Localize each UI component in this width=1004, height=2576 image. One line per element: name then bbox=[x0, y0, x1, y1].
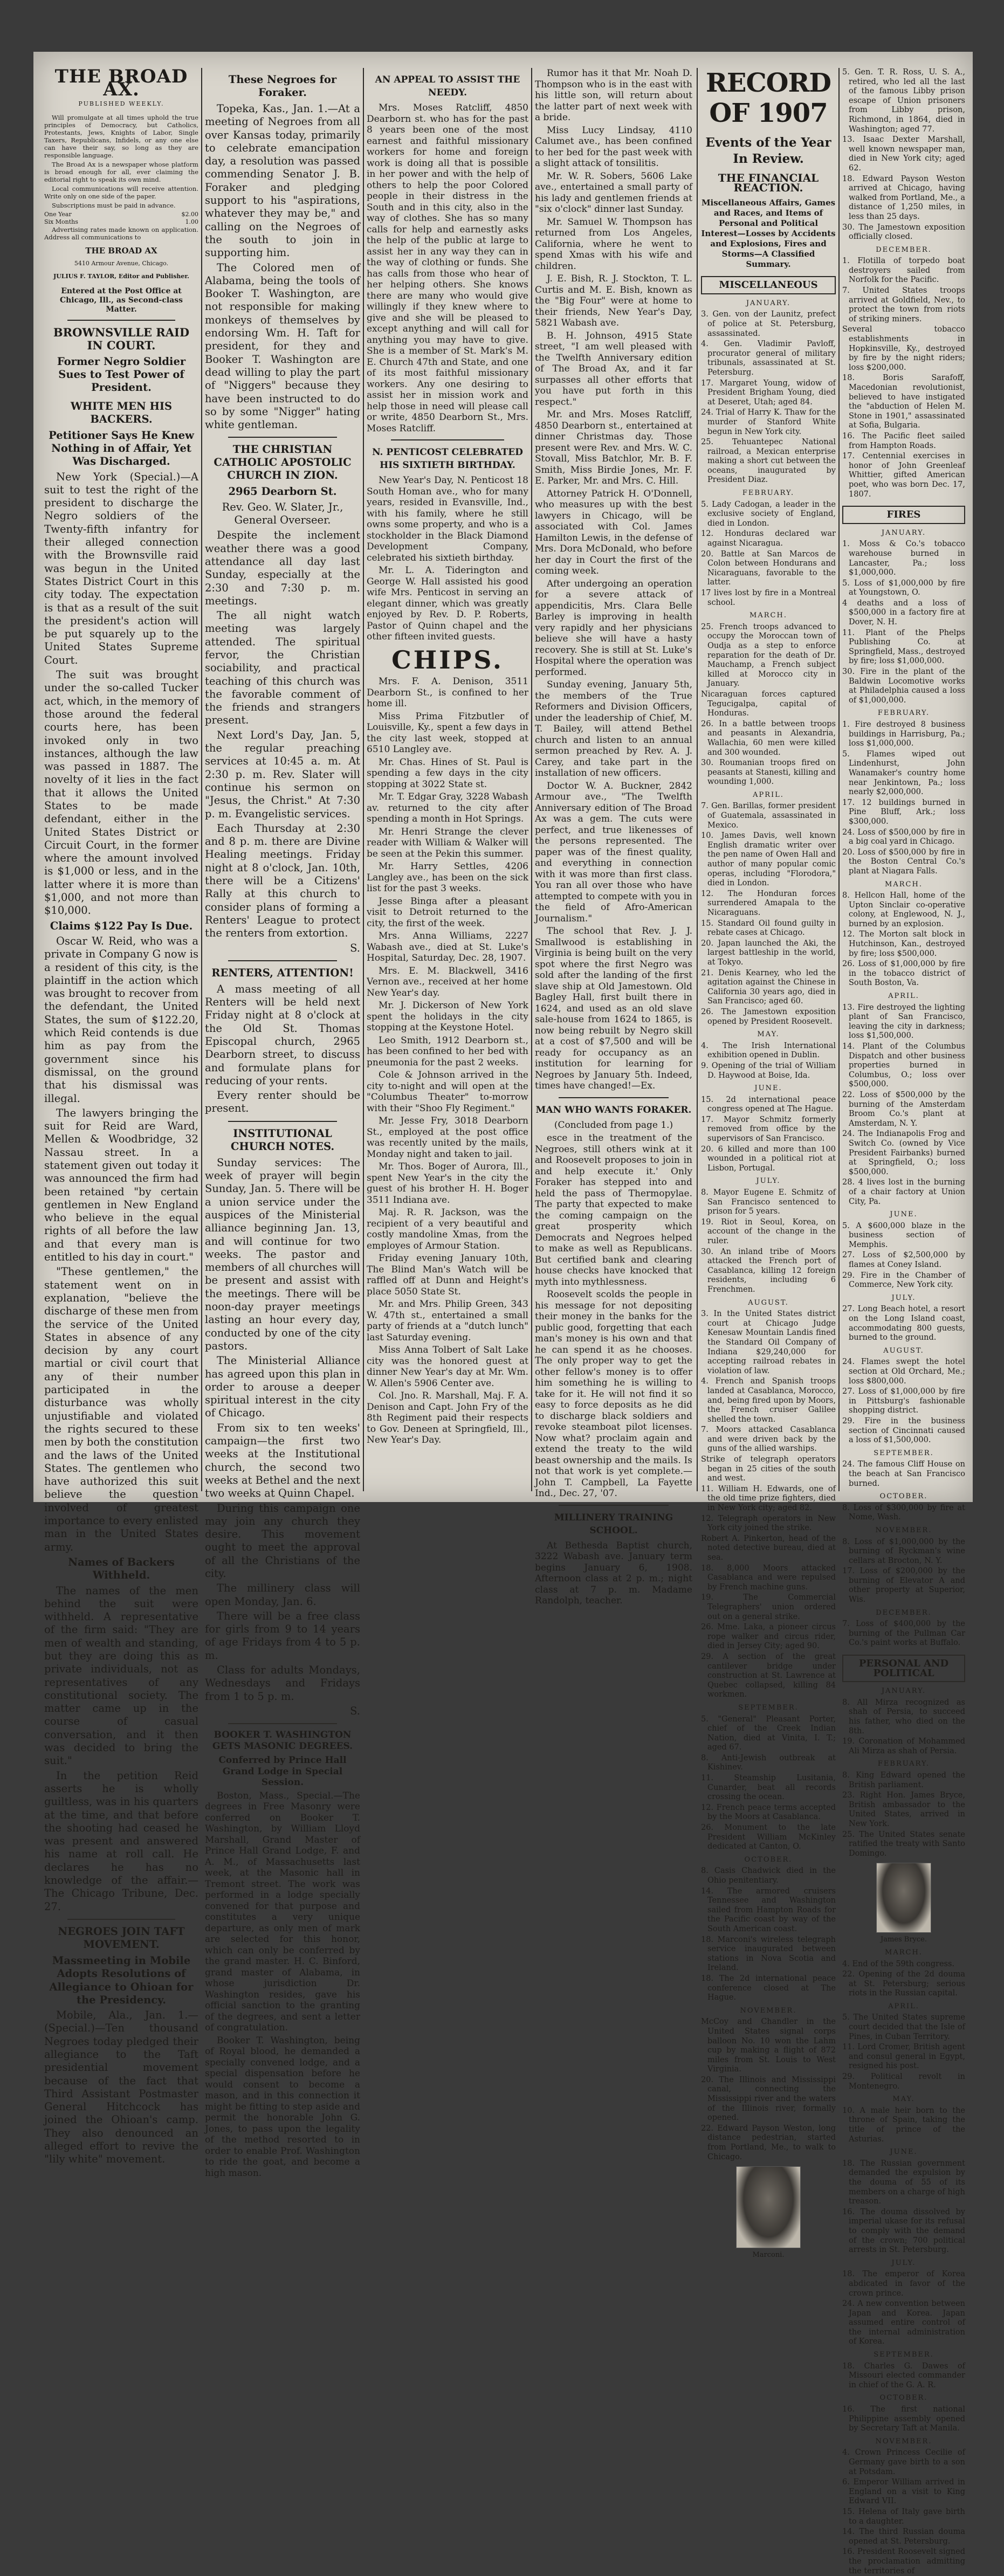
column-6 bbox=[842, 68, 965, 2575]
record-entry: 30. An inland tribe of Moors attacked the French port of Casablanca, killing 12 foreign residents, including 6 Frenchmen. bbox=[701, 1247, 836, 1294]
divider bbox=[228, 1121, 337, 1122]
record-entry: Strike of telegraph operators began in 25 cities of the south and west. bbox=[701, 1455, 836, 1483]
record-financial: THE FINANCIAL REACTION. bbox=[718, 171, 819, 194]
record-entry: 18. The Russian government demanded the expulsion by the douma of 55 of its members on a charge of high treason. bbox=[842, 2159, 965, 2206]
divider bbox=[228, 437, 337, 438]
month-label: FEBRUARY. bbox=[742, 489, 795, 498]
december-list bbox=[842, 257, 965, 499]
record-entry: 4. Gen. Vladimir Pavloff, procurator general of military tribunals, assassinated at St. Petersburg. bbox=[701, 340, 836, 377]
chips-item: Miss Anna Tolbert of Salt Lake city was the honored guest at dinner New Year's day at Mr. Wm. W. Allen's 5906 Center ave. bbox=[367, 1345, 528, 1389]
record-entry: 7. Loss of $400,000 by the burning of the Pullman Car Co.'s paint works at Buffalo. bbox=[842, 1620, 965, 1648]
article-para: New Year's Day, N. Penticost 18 South Homan ave., who for many years, resided in Evansville, Ind., with his family, where he still owns some property, and who is a stockholder in the Black Diamond Development Company, celebrated his sixtieth birthday. bbox=[367, 475, 528, 563]
record-entry: 18. 8,000 Moors attacked Casablanca and were repulsed by French machine guns. bbox=[701, 1563, 836, 1592]
record-entry: 8. King Edward opened the British parliament. bbox=[842, 1771, 965, 1789]
record-entry: 20. Battle at San Marcos de Colon between Hondurans and Nicaraguans, favorable to the latter. bbox=[701, 549, 836, 587]
subhead: Former Negro Soldier Sues to Test Power of President. bbox=[57, 355, 186, 394]
signature: S. bbox=[350, 941, 360, 954]
month-label: OCTOBER. bbox=[879, 1492, 928, 1501]
headline-penticost: N. PENTICOST CELEBRATED HIS SIXTIETH BIRTHDAY. bbox=[372, 447, 523, 471]
chips-item: Mr. Henri Strange the clever reader with William & Walker will be seen at the Pekin this summer. bbox=[367, 826, 528, 859]
marconi-caption: Marconi. bbox=[752, 2251, 785, 2260]
divider bbox=[67, 320, 175, 321]
month-label: MARCH. bbox=[749, 611, 787, 620]
record-entry: 10. A male heir born to the throne of Spain, taking the title of prince of the Asturias. bbox=[842, 2106, 965, 2144]
divider bbox=[228, 1723, 337, 1724]
record-entry: 20. The Illinois and Mississippi canal, connecting the Mississippi river and the waters of the Illinois river, formally opened. bbox=[701, 2075, 836, 2123]
chips-item: Mr. T. Edgar Gray, 3228 Wabash av. returned to the city after spending a month in Hot Springs. bbox=[367, 791, 528, 824]
article-para: The all night watch meeting was largely attended. The spiritual fervor, the Christian sociability, and practical teaching of this church was the favorable comment of the friends and strangers present. bbox=[205, 609, 360, 727]
month-label: APRIL. bbox=[888, 2002, 919, 2010]
record-entry: 25. Tehuantepec National railroad, a Mexican enterprise making a short cut between the oceans, inaugurated by President Diaz. bbox=[701, 438, 836, 485]
fires-list bbox=[842, 528, 965, 1648]
chips-item: Mr. Harry Settles, 4206 Langley ave., has been on the sick list for the past 3 weeks. bbox=[367, 861, 528, 894]
record-entry: 1. Flotilla of torpedo boat destroyers sailed from Norfolk for the Pacific. bbox=[842, 257, 965, 285]
rate-row: Six Months 1.00 bbox=[44, 218, 198, 225]
month-label: DECEMBER. bbox=[876, 245, 932, 254]
chips-item: Jesse Binga after a pleasant visit to Detroit returned to the city, the first of the week. bbox=[367, 896, 528, 929]
article-para: Booker T. Washington, being of Royal blood, he demanded a specially convened lodge, and a special dispensation before he would consent to become a mason, and in this connection it might be fitting to step aside and permit the honorable John G. Jones, to pass upon the legality of the method resorted to in order to enable Prof. Washington to ride the goat, and become a high mason. bbox=[205, 2035, 360, 2179]
local-item: Mr. Samuel W. Thompson has returned from Los Angeles, California, where he went to spend Xmas with his wife and children. bbox=[535, 216, 692, 272]
record-entry: 18. The 2d international peace conference closed at The Hague. bbox=[701, 1974, 836, 2002]
record-entry: 5. Gen. T. R. Ross, U. S. A., retired, who led all the last of the famous Libby prison escape of Union prisoners from Libby prison, Richmond, in 1864, died in Washington; aged 77. bbox=[842, 68, 965, 134]
chips-item: Cole & Johnson arrived in the city to-night and will open at the "Columbus Theater" to-morrow with their "Shoo Fly Regiment." bbox=[367, 1070, 528, 1114]
local-item: B. H. Johnson, 4915 State street, "I am well pleased with the Twelfth Anniversary edition of The Broad Ax, and it far surpasses all other efforts that you have put forth in this respect." bbox=[535, 330, 692, 408]
record-entry: 5. "General" Pleasant Porter, chief of the Creek Indian Nation, died at Vinita, I. T.; aged 67. bbox=[701, 1714, 836, 1752]
record-entry: 18. Boris Sarafoff, Macedonian revolutionist, believed to have instigated the "abduction of Helen M. Stone in 1901," assassinated at Sofia, Bulgaria. bbox=[842, 374, 965, 430]
record-entry: 12. French peace terms accepted by the Moors at Casablanca. bbox=[701, 1803, 836, 1822]
record-entry: 13. Isaac Dexter Marshall, well known newspaper man, died in New York city; aged 62. bbox=[842, 135, 965, 173]
headline-brownsville: BROWNSVILLE RAID IN COURT. bbox=[53, 325, 190, 352]
record-entry: 26. In a battle between troops and peasants in Alexandria, Wallachia, 60 men were killed and 300 wounded. bbox=[701, 719, 836, 757]
headline-foraker: These Negroes for Foraker. bbox=[228, 73, 337, 99]
month-label: AUGUST. bbox=[883, 1346, 924, 1355]
subhead: Names of Backers Withheld. bbox=[68, 1555, 175, 1582]
record-entry: 26. The Jamestown exposition opened by President Roosevelt. bbox=[701, 1007, 836, 1026]
divider bbox=[391, 439, 504, 440]
record-entry: 7. Gen. Barillas, former president of Guatemala, assassinated in Mexico. bbox=[701, 802, 836, 830]
chips-item: Mrs. Anna Williams, 2227 Wabash ave., died at St. Luke's Hospital, Saturday, Dec. 28, 1907. bbox=[367, 931, 528, 963]
subhead: Claims $122 Pay Is Due. bbox=[50, 919, 193, 932]
article-para: Boston, Mass., Special.—The degrees in Free Masonry were conferred on Booker T. Washington, by William Lloyd Marshall, Grand Master of Prince Hall Grand Lodge, F. and A. M., of Massachusetts last week, at the Masonic hall in Tremont street. The work was performed in a lodge specially convened for that purpose and constitutes a very unique departure, as only men of mark are selected for this honor, which can only be conferred by the grand master. H. C. Binford, grand master of Alabama, in whose jurisdiction Dr. Washington resides, gave his official sanction to the granting of the degrees, and sent a letter of congratulation. bbox=[205, 1790, 360, 2034]
record-entry: 17. 12 buildings burned in Pine Bluff, Ark.; loss $300,000. bbox=[842, 798, 965, 826]
masthead-weekly: PUBLISHED WEEKLY. bbox=[78, 100, 164, 107]
month-label: JANUARY. bbox=[881, 528, 926, 537]
chips-item: Mr. and Mrs. Philip Green, 343 W. 47th st., entertained a small party of friends at a "dutch lunch" last Saturday evening. bbox=[367, 1299, 528, 1343]
record-entry: 8. Hellcon Hall, home of the Upton Sinclair co-operative colony, at Englewood, N. J., burned by an explosion. bbox=[842, 891, 965, 928]
article-para: The Ministerial Alliance has agreed upon this plan in order to arouse a deeper spiritual interest in the city of Chicago. bbox=[205, 1354, 360, 1420]
masthead-address: 5410 Armour Avenue, Chicago. bbox=[74, 260, 169, 267]
church-overseer: Rev. Geo. W. Slater, Jr., General Overseer. bbox=[222, 500, 343, 527]
divider bbox=[559, 1505, 669, 1506]
record-entry: 15. Standard Oil found guilty in rebate cases at Chicago. bbox=[701, 919, 836, 938]
record-entry: 24. Trial of Harry K. Thaw for the murder of Stanford White begun in New York city. bbox=[701, 408, 836, 436]
personal-political-more-list bbox=[842, 1948, 965, 2576]
chips-item: Mrs. E. M. Blackwell, 3416 Vernon ave., received at her home New Year's day. bbox=[367, 965, 528, 998]
record-entry: 20. Japan launched the Aki, the largest battleship in the world, at Tokyo. bbox=[701, 939, 836, 967]
chips-item: Miss Prima Fitzbutler of Louisville, Ky., spent a few days in the city last week, stopped at 6510 Langley ave. bbox=[367, 711, 528, 755]
record-entry: 18. The emperor of Korea abdicated in favor of the crown prince. bbox=[842, 2270, 965, 2298]
chips-item: Maj. R. R. Jackson, was the recipient of a very beautiful and costly mandoline Xmas, from the employes of Armour Station. bbox=[367, 1207, 528, 1251]
month-label: MAY. bbox=[892, 2095, 915, 2104]
record-entry: 12. The Honduran forces surrendered Amapala to the Nicaraguans. bbox=[701, 889, 836, 917]
month-label: JUNE. bbox=[890, 1210, 918, 1219]
record-entry: 11. Plant of the Phelps Publishing Co. at Springfield, Mass., destroyed by fire; loss $1,000,000. bbox=[842, 628, 965, 666]
divider bbox=[67, 1919, 175, 1920]
masthead-advertising: Advertising rates made known on application. Address all communications to bbox=[44, 225, 198, 241]
article-para: The lawyers bringing the suit for Reid are Ward, Mellen & Woodbridge, 32 Nassau street. In a statement given out today it was announced the firm had been retained "by certain gentlemen in New England who believe in the equal rights of all before the law and that every man is entitled to his day in court." bbox=[44, 1106, 198, 1264]
record-entry: McCoy and Chandler in the United States signal corps balloon No. 10 won the Lahm cup by making a flight of 872 miles from St. Louis to West Virginia. bbox=[701, 2017, 836, 2074]
record-entry: 12. Honduras declared war against Nicaragua. bbox=[701, 529, 836, 548]
local-item: After undergoing an operation for a severe attack of appendicitis, Mrs. Clara Belle Barley is improving in health very rapidly and her physicians believe she will have a hasty recovery. She is still at St. Luke's Hospital where the operation was performed. bbox=[535, 578, 693, 678]
record-entry: 16. President Roosevelt signed the proclamation admitting the territories of bbox=[842, 2547, 965, 2575]
subhead: Petitioner Says He Knew Nothing in of Affair, Yet Was Discharged. bbox=[49, 429, 194, 468]
column-5 bbox=[701, 68, 836, 2260]
month-label: JULY. bbox=[891, 1293, 916, 1302]
record-entry: 4. French and Spanish troops landed at Casablanca, Morocco, and, being fired upon by Moors, the French cruiser Galilee shelled the town. bbox=[701, 1377, 836, 1424]
bryce-portrait bbox=[876, 1863, 931, 1933]
record-entry: 14. The third Russian douma opened at St. Petersburg. bbox=[842, 2527, 965, 2546]
divider bbox=[228, 960, 337, 961]
record-entry: 19. Riot in Seoul, Korea, on account of the change in the ruler. bbox=[701, 1217, 836, 1245]
masthead-name: THE BROAD AX bbox=[85, 245, 157, 256]
article-para: The names of the men behind the suit were withheld. A representative of the firm said: "They are men of wealth and standing, but they are doing this as private individuals, not as representatives of any constitutional society. The matter came up in the course of casual conversation, and it then was decided to bring the suit." bbox=[44, 1584, 198, 1767]
record-entry: 22. Opening of the 2d douma at St. Petersburg; serious riots in the Russian capital. bbox=[842, 1970, 965, 1998]
masthead-about-para: Subscriptions must be paid in advance. bbox=[52, 201, 176, 209]
record-entry: 8. Loss of $300,000 by fire at Nome, Wash. bbox=[842, 1503, 965, 1522]
chips-item: Mrs. F. A. Denison, 3511 Dearborn St., is confined to her home ill. bbox=[367, 676, 528, 709]
record-entry: 8. All Mirza recognized as shah of Persia, to succeed his father, who died on the 8th. bbox=[842, 1698, 965, 1735]
month-label: APRIL. bbox=[753, 790, 784, 799]
record-intro: Miscellaneous Affairs, Games and Races, and Items of Personal and Political Interest—Losses by Accidents and Explosions, Fires and Storms—A Classified Summary. bbox=[701, 198, 836, 270]
record-entry: 4 deaths and a loss of $500,000 in a factory fire at Dover, N. H. bbox=[842, 598, 965, 627]
column-2 bbox=[205, 68, 360, 2179]
newspaper-page bbox=[33, 52, 973, 2575]
local-item: Mr. W. R. Sobers, 5606 Lake ave., entertained a small party of his lady and gentlemen friends at "six o'clock" dinner last Sunday. bbox=[535, 170, 692, 215]
subhead: WHITE MEN HIS BACKERS. bbox=[70, 400, 173, 425]
record-entry: 26. Monument to the late President William McKinley dedicated at Canton, O. bbox=[701, 1823, 836, 1851]
section-fires: FIRES bbox=[842, 506, 965, 524]
local-item: Rumor has it that Mr. Noah D. Thompson who is in the east with his little son, will return about the latter part of next week with a bride. bbox=[535, 68, 692, 123]
month-label: MARCH. bbox=[885, 1948, 923, 1957]
record-entry: 18. Marconi's wireless telegraph service inaugurated between stations in Nova Scotia and Ireland. bbox=[701, 1935, 836, 1973]
record-entry: 26. Loss of $1,000,000 by fire in the tobacco district of South Boston, Va. bbox=[842, 960, 965, 988]
record-entry: 25. The United States senate ratified the treaty with Santo Domingo. bbox=[842, 1830, 965, 1858]
month-label: OCTOBER. bbox=[744, 1855, 793, 1864]
record-entry: 21. Denis Kearney, who led the agitation against the Chinese in California 30 years ago, died in San Francisco; aged 60. bbox=[701, 968, 836, 1006]
record-entry: 16. The douma dissolved by imperial ukase for its refusal to comply with the demand of the crown; 700 political arrests in St. Petersburg. bbox=[842, 2207, 965, 2255]
record-entry: 6. Emperor William arrived in England on a visit to King Edward VII. bbox=[842, 2478, 965, 2506]
headline-catholic: THE CHRISTIAN CATHOLIC APOSTOLIC CHURCH IN ZION. bbox=[214, 443, 352, 482]
record-entry: 17. Loss of $200,000 by the burning of Elevator A and other property at Superior, Wis. bbox=[842, 1567, 965, 1604]
signature: S. bbox=[350, 1704, 360, 1717]
column-rule bbox=[838, 68, 840, 1491]
month-label: SEPTEMBER. bbox=[738, 1703, 799, 1712]
record-entry: 19. The Commercial Telegraphers' union ordered out on a general strike. bbox=[701, 1593, 836, 1621]
divider bbox=[559, 1097, 669, 1098]
masthead-editor: JULIUS F. TAYLOR, Editor and Publisher. bbox=[53, 273, 189, 280]
record-entry: 12. The Morton salt block in Hutchinson, Kan., destroyed by fire; loss $500,000. bbox=[842, 930, 965, 958]
article-para: Sunday services: The week of prayer will begin Sunday, Jan. 5. There will be a union service under the auspices of the Ministerial alliance beginning Jan. 13, and will continue for two weeks. The pastor and members of all churches will be present and assist with the meetings. There will be noon-day prayer meetings lasting an hour every day, conducted by one of the city pastors. bbox=[205, 1156, 360, 1352]
record-entry: 22. Loss of $500,000 by the burning of the Amsterdam Broom Co.'s plant at Amsterdam, N. Y. bbox=[842, 1090, 965, 1128]
chips-list bbox=[367, 676, 528, 1446]
chips-item: Friday evening January 10th, The Blind Man's Watch will be raffled off at Dunn and Height's place 5050 State St. bbox=[367, 1253, 528, 1297]
headline-renters: RENTERS, ATTENTION! bbox=[211, 966, 354, 979]
record-entry: 23. Right Hon. James Bryce, British ambassador to the United States, arrived in New York. bbox=[842, 1791, 965, 1828]
month-label: JULY. bbox=[891, 2258, 916, 2267]
month-label: APRIL. bbox=[888, 992, 919, 1001]
month-label: NOVEMBER. bbox=[740, 2006, 797, 2015]
article-para: Next Lord's Day, Jan. 5, the regular preaching services at 10:45 a. m. At 2:30 p. m. Rev. Slater will continue his sermon on "Jesus, the Christ." At 7:30 p. m. Evangelistic services. bbox=[205, 728, 360, 820]
record-entry: 4. The Irish International exhibition opened in Dublin. bbox=[701, 1041, 836, 1060]
record-entry: 29. Fire in the business section of Cincinnati caused a loss of $1,500,000. bbox=[842, 1416, 965, 1445]
headline-millinery: MILLINERY TRAINING SCHOOL. bbox=[554, 1512, 673, 1536]
local-item: Miss Lucy Lindsay, 4110 Calumet ave., has been confined to her bed for the past week with a slight attack of tonsilitis. bbox=[535, 125, 692, 169]
record-entry: 5. A $600,000 blaze in the business section of Memphis. bbox=[842, 1221, 965, 1249]
record-entry: 17. Centennial exercises in honor of John Greenleaf Whittier, gifted American poet, who was born Dec. 17, 1807. bbox=[842, 452, 965, 499]
column-rule bbox=[697, 68, 698, 1491]
record-entry: 16. The first national Philippine assembly opened by Secretary Taft at Manila. bbox=[842, 2405, 965, 2433]
column-rule bbox=[531, 68, 532, 1491]
subhead: Massmeeting in Mobile Adopts Resolutions of Allegiance to Ohioan for the Presidency. bbox=[49, 1954, 194, 2006]
record-events: Events of the Year In Review. bbox=[705, 135, 831, 166]
article-para: From six to ten weeks' campaign—the first two weeks at the Institutional church, the second two weeks at Bethel and the next two weeks at Quinn Chapel. bbox=[205, 1421, 360, 1500]
local-item: J. E. Bish, R. J. Stockton, T. L. Curtis and M. E. Bish, known as the "Big Four" were at home to their friends, New Year's Day, 5821 Wabash ave. bbox=[535, 273, 692, 328]
record-entry: Nicaraguan forces captured Tegucigalpa, capital of Honduras. bbox=[701, 690, 836, 718]
record-entry: 13. Fire destroyed the lighting plant of San Francisco, leaving the city in darkness; loss $1,500,000. bbox=[842, 1003, 965, 1041]
month-label: MAY. bbox=[757, 1030, 780, 1039]
record-entry: 29. Fire in the Chamber of Commerce, New York city. bbox=[842, 1271, 965, 1290]
month-label: FEBRUARY. bbox=[877, 1760, 930, 1768]
masthead-about bbox=[44, 114, 198, 241]
record-entry: 14. The armored cruisers Tennessee and Washington sailed from Hampton Roads for the Pacific coast by way of the South American coast. bbox=[701, 1886, 836, 1933]
masthead-about-para: The Broad Ax is a newspaper whose platform is broad enough for all, ever claiming the editorial right to speak its own mind. bbox=[44, 160, 198, 183]
local-item: Mr. and Mrs. Moses Ratcliff, 4850 Dearborn st., entertained at dinner Christmas day. Those present were Rev. and Mrs. W. C. Stovall, Miss Batchlor, Mr. B. F. Smith, Miss Birdie Jones, Mr. F. E. Parker, Mr. and Mrs. C. Hill. bbox=[535, 409, 692, 486]
record-entry: 8. Anti-Jewish outbreak at Kishinev. bbox=[701, 1753, 836, 1772]
record-entry: 17. Margaret Young, widow of President Brigham Young, died at Deseret, Utah; aged 84. bbox=[701, 378, 836, 407]
record-entry: 30. Roumanian troops fired on peasants at Stanesti, killing and wounding 1,000. bbox=[701, 759, 836, 787]
headline-chips: CHIPS. bbox=[391, 645, 504, 674]
month-label: SEPTEMBER. bbox=[874, 1449, 934, 1457]
article-para: Each Thursday at 2:30 and 8 p. m. there are Divine Healing meetings. Friday night at 8 o'clock, Jan. 10th, there will be a Citizens' Rally at this church to consider plans of forming a Renters' League to protect the renters from extortion. bbox=[205, 822, 360, 940]
month-label: JUNE. bbox=[890, 2148, 918, 2157]
local-item: Doctor W. A. Buckner, 2842 Armour ave., "The Twelfth Anniversary edition of The Broad Ax was a gem. The cuts were perfect, and true likenesses of the persons represented. The paper was of the finest quality, and everything in connection with it was more than first class. You ran all over those who have attempted to compete with you in the field of Afro-American Journalism." bbox=[535, 780, 692, 924]
record-entry: 3. Gen. von der Launitz, prefect of police at St. Petersburg, assassinated. bbox=[701, 310, 836, 338]
masthead-title: THE BROAD AX. bbox=[54, 66, 188, 101]
month-label: JUNE. bbox=[754, 1084, 782, 1093]
column-rule bbox=[363, 68, 364, 1491]
record-entry: 17. Mayor Schmitz formerly removed from office by the supervisors of San Francisco. bbox=[701, 1115, 836, 1144]
chips-item: Mr. Chas. Hines of St. Paul is spending a few days in the city stopping at 3022 State st. bbox=[367, 756, 528, 790]
column-4 bbox=[535, 68, 693, 1606]
chips-item: Mr. J. Dickerson of New York spent the holidays in the city stopping at the Keystone Hotel. bbox=[367, 1000, 528, 1033]
record-entry: 11. Lord Cromer, British agent and consul general in Egypt, resigned his post. bbox=[842, 2043, 965, 2071]
record-entry: 7. United States troops arrived at Goldfield, Nev., to protect the town from riots of striking miners. bbox=[842, 286, 965, 323]
month-label: OCTOBER. bbox=[879, 2394, 928, 2402]
church-address: 2965 Dearborn St. bbox=[228, 485, 337, 498]
record-entry: 5. The United States supreme court decided that the Isle of Pines, in Cuban Territory. bbox=[842, 2013, 965, 2041]
local-items-list bbox=[535, 68, 692, 1092]
personal-political-list bbox=[842, 1686, 965, 1858]
article-para: Mrs. Moses Ratcliff, 4850 Dearborn st. who has for the past 8 years been one of the most earnest and faithful missionary workers for home and foreign work is doing all that is possible in her power and with the help of others to help the poor Colored people in their distress in the South and in this city, also in the way of clothes. She has so many calls for help and earnestly asks the help of the public at large to assist her in any way they can in the way of clothing or funds. She has calls from those who hear of her helping others. She knows there are many who would give willingly if they knew where to give and she will be pleased to except anything and will call for anything you may have to give. She is a member of St. Mark's M. E. Church 47th and State, and one of its most faithful missionary workers. Any one desiring to assist her in mission work and help those in need will please call or write, 4850 Dearborn St., Mrs. Moses Ratcliff. bbox=[367, 102, 528, 434]
record-entry: 5. Flames wiped out Lindenhurst, John Wanamaker's country home near Jenkintown, Pa.; loss nearly $2,000,000. bbox=[842, 749, 965, 797]
record-entry: 28. 4 lives lost in the burning of a chair factory at Union City, Pa. bbox=[842, 1178, 965, 1206]
record-title: RECORD OF 1907 bbox=[705, 68, 831, 128]
record-entry: 29. A section of the great cantilever bridge under construction at St. Lawrence at Quebec collapsed, killing 84 workmen. bbox=[701, 1652, 836, 1699]
masthead-about-para: Will promulgate at all times uphold the true principles of Democracy, but Catholics, Protestants, Jews, Knights of Labor, Single Taxers, Republicans, Infidels, or any one else can have their say, so long as they are responsible language. bbox=[44, 113, 198, 159]
column-rule bbox=[201, 68, 202, 1491]
month-label: AUGUST. bbox=[748, 1298, 789, 1307]
subscription-rates bbox=[44, 211, 198, 226]
record-entry: 5. Loss of $1,000,000 by fire at Youngstown, O. bbox=[842, 578, 965, 597]
month-label: DECEMBER. bbox=[876, 1608, 932, 1617]
chips-item: Mr. Thos. Boger of Aurora, Ill., spent New Year's in the city the guest of his brother H. H. Boger 3511 Indiana ave. bbox=[367, 1161, 528, 1206]
record-entry: 30. Fire in the plant of the Baldwin Locomotive works at Philadelphia caused a loss of $1,000,000. bbox=[842, 667, 965, 705]
section-personal-political: PERSONAL AND POLITICAL bbox=[842, 1655, 965, 1682]
article-para: Despite the inclement weather there was a good attendance all day last Sunday, especially at the 2:30 and 7:30 p. m. meetings. bbox=[205, 529, 360, 607]
masthead-entered: Entered at the Post Office at Chicago, Ill., as Second-class Matter. bbox=[59, 286, 183, 314]
record-entry: 26. Mme. Laka, a pioneer circus rope walker and circus rider, died in Jersey City; aged 90. bbox=[701, 1623, 836, 1651]
record-entry: 5. Lady Cadogan, a leader in the exclusive society of England, died in London. bbox=[701, 500, 836, 528]
record-entry: 20. Loss of $500,000 by fire in the Boston Central Co.'s plant at Niagara Falls. bbox=[842, 848, 965, 876]
local-item: Attorney Patrick H. O'Donnell, who measures up with the best lawyers in Chicago, will be associated with Col. James Hamilton Lewis, in the defense of Mrs. Dora McDonald, who before her day in Court the first of the coming week. bbox=[535, 488, 692, 576]
record-entry: 17 lives lost by fire in a Montreal school. bbox=[701, 589, 836, 607]
record-entry: 24. Loss of $500,000 by fire in a big coal yard in Chicago. bbox=[842, 828, 965, 846]
chips-item: Mr. Jesse Fry, 3018 Dearborn St., employed at the post office was recently united by the mails, Monday night and taken to jail. bbox=[367, 1115, 528, 1160]
record-entry: 24. The Indianapolis Frog and Switch Co. (owned by Vice President Fairbanks) burned at Springfield, O.; loss $500,000. bbox=[842, 1129, 965, 1176]
record-entry: 24. A new convention between Japan and Korea. Japan assumed entire control of the internal administration of Korea. bbox=[842, 2299, 965, 2346]
article-para: Mr. L. A. Tiderington and George W. Hall assisted his good wife Mrs. Penticost in serving an elegant dinner, which was greatly enjoyed by Rev. D. P. Roberts, Pastor of Quinn chapel and the other fifteen invited guests. bbox=[367, 565, 528, 642]
record-entry: 9. Opening of the trial of William D. Haywood at Boise, Ida. bbox=[701, 1061, 836, 1080]
local-item: Sunday evening, January 5th, the members of the True Reformers and Division Officers, under the leadership of Chief, M. T. Bailey, will attend Bethel church and listen to an annual sermon preached by Rev. A. J. Carey, and take part in the installation of new officers. bbox=[535, 679, 692, 779]
record-entry: 27. Loss of $1,000,000 by fire in Pittsburg's fashionable shopping district. bbox=[842, 1387, 965, 1415]
continued-note: (Concluded from page 1.) bbox=[554, 1119, 673, 1131]
misc-continued-list bbox=[842, 68, 965, 242]
record-entry: 27. Loss of $2,500,000 by flames at Coney Island. bbox=[842, 1251, 965, 1270]
month-label: JULY. bbox=[756, 1177, 781, 1186]
article-para: Oscar W. Reid, who was a private in Company G now is a resident of this city, is the plaintiff in the action which was brought to recover from the defendant, the United States, the sum of $122.20, which Reid contends is due him as pay from the government since his dismissal, on the ground that his dismissal was illegal. bbox=[44, 934, 198, 1105]
record-entry: 14. Plant of the Columbus Dispatch and other business properties burned in Columbus, O.; loss over $500,000. bbox=[842, 1042, 965, 1089]
month-label: JANUARY. bbox=[881, 1687, 926, 1696]
record-entry: 30. The Jamestown exposition officially closed. bbox=[842, 223, 965, 242]
headline-man-foraker: MAN WHO WANTS FORAKER. bbox=[535, 1104, 692, 1115]
article-para: Class for adults Mondays, Wednesdays and Fridays from 1 to 5 p. m. bbox=[205, 1664, 360, 1703]
rate-row: One Year $2.00 bbox=[44, 210, 198, 218]
article-para: Mobile, Ala., Jan. 1.—(Special.)—Ten thousand Negroes today pledged their allegiance to the Taft presidential movement because of the fact that Third Assistant Postmaster General Hitchcock has joined the Ohioan's camp. They also denounced an alleged effort to revive the "lily white" movement. bbox=[44, 2009, 198, 2166]
masthead-about-para: Local communications will receive attention. Write only on one side of the paper. bbox=[44, 184, 198, 200]
record-entry: 18. Edward Payson Weston arrived at Chicago, having walked from Portland, Me., a distance of 1,250 miles, in less than 25 days. bbox=[842, 174, 965, 221]
record-entry: 25. French troops advanced to occupy the Moroccan town of Oudja as a step to enforce reparation for the death of Dr. Mauchamp, a French subject killed at Morocco city in January. bbox=[701, 622, 836, 688]
local-item: The school that Rev. J. J. Smallwood is establishing in Virginia is being built on the very spot where the first Negro was sold after the landing of the first slave ship at Old Jamestown. Old Bagley Hall, first built there in 1624, and used as an old slave sale-house from 1624 to 1865, is now being rebuilt by Negro skill at a cost of $7,500 and will be ready for occupancy as an institution for learning for Negroes by January 5th. Indeed, times have changed!—Ex. bbox=[535, 926, 692, 1091]
month-label: SEPTEMBER. bbox=[874, 2351, 934, 2359]
record-entry: 11. William H. Edwards, one of the old time prize fighters, died in New York city; aged 82. bbox=[701, 1484, 836, 1513]
headline-institutional: INSTITUTIONAL CHURCH NOTES. bbox=[230, 1127, 335, 1153]
record-entry: 15. 2d international peace congress opened at The Hague. bbox=[701, 1095, 836, 1114]
section-miscellaneous: MISCELLANEOUS bbox=[701, 276, 836, 294]
article-para: The Colored men of Alabama, being the tools of Booker T. Washington, are not responsible for making monkeys of themselves by endorsing Wm. H. Taft for president, for they and Booker T. Washington are dead willing to play the part of "Niggers" because they have been instructed to do so by some "Nigger" hating white gentleman. bbox=[205, 261, 360, 431]
article-para: The millinery class will open Monday, Jan. 6. bbox=[205, 1582, 360, 1608]
month-label: NOVEMBER. bbox=[875, 1526, 932, 1534]
record-entry: 1. Fire destroyed 8 business buildings in Harrisburg, Pa.; loss $1,000,000. bbox=[842, 720, 965, 748]
record-entry: 22. Edward Payson Weston, long distance pedestrian, started from Portland, Me., to walk to Chicago. bbox=[701, 2124, 836, 2161]
subhead: Conferred by Prince Hall Grand Lodge in Special Session. bbox=[218, 1755, 347, 1788]
record-entry: 18. Charles G. Dawes of Missouri elected commander in chief of the G. A. R. bbox=[842, 2361, 965, 2389]
misc-list bbox=[701, 299, 836, 2162]
article-para: There will be a free class for girls from 9 to 14 years of age Fridays from 4 to 5 p. m. bbox=[205, 1609, 360, 1662]
record-entry: 3. In the United States district court at Chicago Judge Kenesaw Mountain Landis fined the Standard Oil Company of Indiana $29,240,000 for accepting railroad rebates in violation of law. bbox=[701, 1310, 836, 1375]
record-entry: 19. Coronation of Mohammed Ali Mirza as shah of Persia. bbox=[842, 1737, 965, 1755]
record-entry: 27. Long Beach hotel, a resort on the Long Island coast, accommodating 800 guests, burned to the ground. bbox=[842, 1305, 965, 1342]
record-entry: 7. Moors attacked Casablanca and were driven back by the guns of the allied warships. bbox=[701, 1425, 836, 1454]
article-para: Topeka, Kas., Jan. 1.—At a meeting of Negroes from all over Kansas today, primarily to celebrate emancipation day, a resolution was passed commending Senator J. B. Foraker and pledging support to his "aspirations, whatever they may be," and calling on the Negroes of the south to join in supporting him. bbox=[205, 102, 360, 259]
article-para: esce in the treatment of the Negroes, still others wink at it and Roosevelt proposes to join in and help execute it.' Only Foraker has stepped into and held the pass of Thermopylae. The party that expected to make the coming campaign on the great prosperity which Democrats and Negroes helped to make as well as Republicans. But certified bank and clearing house checks have knocked that myth into mythlessness. bbox=[535, 1133, 692, 1287]
record-entry: 1. Moss & Co.'s tobacco warehouse burned in Lancaster, Pa.; loss $1,000,000. bbox=[842, 540, 965, 577]
record-entry: 16. The Pacific fleet sailed from Hampton Roads. bbox=[842, 431, 965, 450]
record-entry: 20. 6 killed and more than 100 wounded in a political riot at Lisbon, Portugal. bbox=[701, 1145, 836, 1173]
chips-item: Col. Jno. R. Marshall, Maj. F. A. Denison and Capt. John Fry of the 8th Regiment paid their respects to Gov. Deneen at Springfield, Ill., New Year's Day. bbox=[367, 1390, 528, 1445]
headline-taft: NEGROES JOIN TAFT MOVEMENT. bbox=[58, 1925, 185, 1951]
article-para: During this campaign one may join any church they desire. This movement ought to meet the approval of all the Christians of the city. bbox=[205, 1501, 360, 1580]
record-entry: 24. The famous Cliff House on the beach at San Francisco burned. bbox=[842, 1460, 965, 1488]
record-entry: 29. Political revolt in Montenegro. bbox=[842, 2072, 965, 2091]
record-entry: 8. Loss of $1,000,000 by the burning of Ryckman's wine cellars at Brocton, N. Y. bbox=[842, 1537, 965, 1565]
record-entry: 11. Steamship Lusitania, Cunarder, beat all records crossing the ocean. bbox=[701, 1774, 836, 1802]
article-para: At Bethesda Baptist church, 3222 Wabash ave. January term begins January 6, 1908. Afternoon class at 2 p. m.; night class at 7 p. m. Madame Randolph, teacher. bbox=[535, 1540, 692, 1606]
article-para: In the petition Reid asserts he is wholly guiltless, was in his quarters at the time, and that before the shooting had ceased he was present and answered his name at roll call. He declares he has no knowledge of the affair.—The Chicago Tribune, Dec. 27. bbox=[44, 1769, 198, 1913]
article-para: A mass meeting of all Renters will be held next Friday night at 8 o'clock at the Old St. Thomas Episcopal church, 2965 Dearborn street, to discuss and formulate plans for reducing of your rents. bbox=[205, 982, 360, 1087]
bryce-caption: James Bryce. bbox=[880, 1936, 927, 1944]
record-entry: 8. Mayor Eugene E. Schmitz of San Francisco sentenced to prison for 5 years. bbox=[701, 1188, 836, 1216]
article-para: Every renter should be present. bbox=[205, 1089, 360, 1115]
article-para: New York (Special.)—A suit to test the right of the president to discharge the Negro soldiers of the Twenty-fifth infantry for their alleged connection with the Brownsville raid was begun in the United States District Court in this city today. The expectation is that as a result of the suit the president's action will be put squarely up to the United States Supreme Court. bbox=[44, 470, 198, 666]
headline-appeal: AN APPEAL TO ASSIST THE NEEDY. bbox=[375, 74, 520, 98]
headline-booker: BOOKER T. WASHINGTON GETS MASONIC DEGREES. bbox=[212, 1730, 353, 1752]
month-label: NOVEMBER. bbox=[875, 2437, 932, 2446]
record-entry: 4. End of the 59th congress. bbox=[842, 1959, 955, 1968]
article-para: Roosevelt scolds the people in his message for not depositing their money in the banks for the public good, forgetting that each man's money is his own and that he can spend it as he chooses. The only proper way to get the other fellow's money is to offer him something he is willing to take for it. He will not find it so easy to force deposits as he did to discharge black soldiers and revoke steamboat pilot licenses. Now what? proclaim again and extend the treaty to the wild beast ownership and the mails. Is not that work is yet complete.—John T. Campbell, La Fayette Ind., Dec. 27, '07. bbox=[535, 1289, 692, 1499]
chips-item: Leo Smith, 1912 Dearborn st., has been confined to her bed with pneumonia for the past 2 weeks. bbox=[367, 1035, 528, 1068]
record-entry: 4. Crown Princess Cecilie of Germany gave birth to a son at Potsdam. bbox=[842, 2448, 965, 2476]
record-entry: Robert A. Pinkerton, head of the noted detective bureau, died at sea. bbox=[701, 1534, 836, 1562]
month-label: JANUARY. bbox=[746, 299, 791, 307]
column-3 bbox=[367, 68, 528, 1491]
marconi-portrait bbox=[736, 2166, 801, 2248]
month-label: FEBRUARY. bbox=[877, 709, 930, 718]
record-entry: 8. Casis Chadwick died in the Ohio penitentiary. bbox=[701, 1866, 836, 1885]
article-para: The suit was brought under the so-called Tucker act, which, in the memory of those around the federal courts here, has been invoked only in two instances, although the law was passed in 1887. The novelty of it lies in the fact that it allows the United States to be made defendant, either in the United States District or Circuit Court, in the former where the amount involved is $1,000 or less, and in the latter where it is more than $1,000, and not more than $10,000. bbox=[44, 669, 198, 917]
record-entry: 24. Flames swept the hotel section at Old Orchard, Me.; loss $800,000. bbox=[842, 1358, 965, 1386]
month-label: MARCH. bbox=[885, 880, 923, 888]
article-para: "These gentlemen," the statement went on in explanation, "believe the discharge of these men from the service of the United States in absence of any decision by any court martial or civil court that any of their number participated in the disturbance was wholly unjustifiable and violated the rights secured to these men by both the constitution and the laws of the United States. The gentlemen who have authorized this suit believe the question involved of greatest importance to every enlisted man in the United States army. bbox=[44, 1265, 198, 1553]
record-entry: 12. Telegraph operators in New York city joined the strike. bbox=[701, 1514, 836, 1533]
column-1 bbox=[44, 66, 198, 2166]
record-entry: 15. Helena of Italy gave birth to a daughter. bbox=[842, 2507, 965, 2526]
record-entry: Several tobacco establishments in Hopkinsville, Ky., destroyed by fire by the night riders; loss $200,000. bbox=[842, 325, 965, 372]
record-entry: 10. James Davis, well known English dramatic writer over the pen name of Owen Hall and author of many popular comic operas, including "Florodora," died in London. bbox=[701, 831, 836, 888]
